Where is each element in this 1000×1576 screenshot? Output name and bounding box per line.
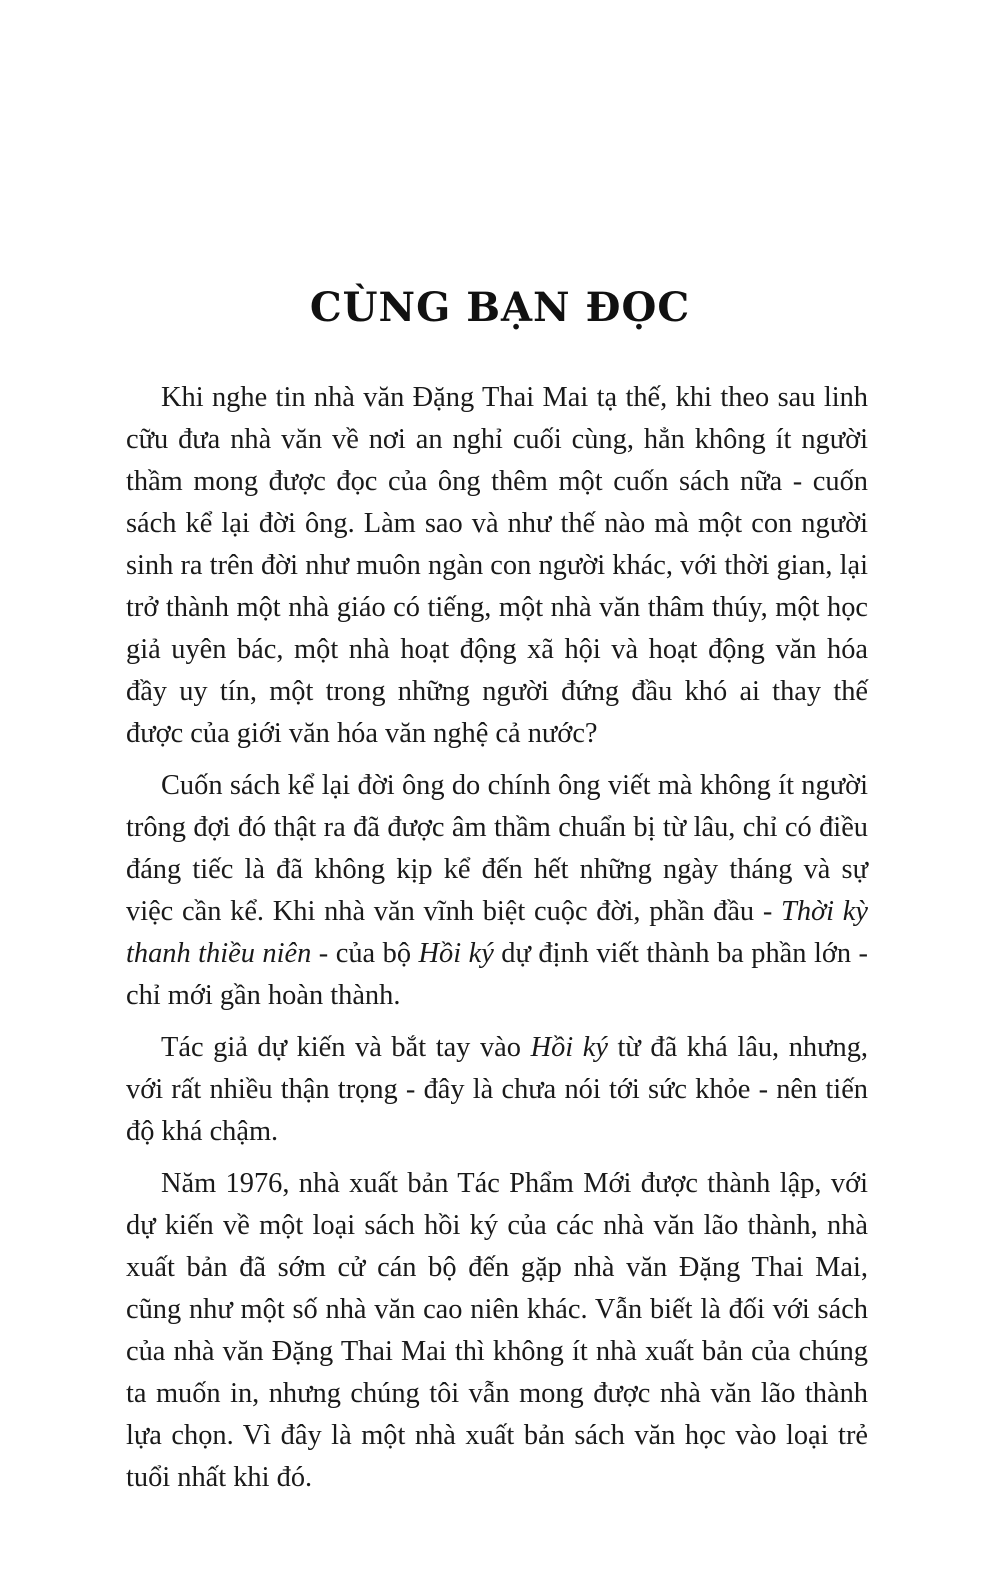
paragraph-2-part-1: Cuốn sách kể lại đời ông do chính ông viết mà không ít người trông đợi đó thật ra đã được âm thầm chuẩn bị từ lâu, chỉ có điều đáng tiếc là đã không kịp kể đến hết những ngày tháng và sự việc cần kể. Khi nhà văn vĩnh biệt cuộc đời, phần đầu - xyxy=(126,770,868,927)
book-title: Hồi ký xyxy=(530,1032,608,1063)
paragraph-2 xyxy=(126,765,868,1017)
paragraph-1: Khi nghe tin nhà văn Đặng Thai Mai tạ thế, khi theo sau linh cữu đưa nhà văn về nơi an nghỉ cuối cùng, hẳn không ít người thầm mong được đọc của ông thêm một cuốn sách nữa - cuốn sách kể lại đời ông. Làm sao và như thế nào mà một con người sinh ra trên đời như muôn ngàn con người khác, với thời gian, lại trở thành một nhà giáo có tiếng, một nhà văn thâm thúy, một học giả uyên bác, một nhà hoạt động xã hội và hoạt động văn hóa đầy uy tín, một trong những người đứng đầu khó ai thay thế được của giới văn hóa văn nghệ cả nước? xyxy=(126,382,868,749)
paragraph-3-part-1: Tác giả dự kiến và bắt tay vào xyxy=(161,1032,531,1063)
paragraph-2-part-2: - của bộ xyxy=(311,938,419,969)
paragraph-2-part-3: dự định viết thành ba phần lớn - chỉ mới gần hoàn thành. xyxy=(126,938,868,1011)
paragraph-3-part-2: từ đã khá lâu, nhưng, với rất nhiều thận trọng - đây là chưa nói tới sức khỏe - nên tiến độ khá chậm. xyxy=(126,1032,869,1147)
book-section-title: Thời kỳ thanh thiều niên xyxy=(126,896,868,969)
page-title: CÙNG BẠN ĐỌC xyxy=(309,284,691,331)
paragraph-4: Năm 1976, nhà xuất bản Tác Phẩm Mới được thành lập, với dự kiến về một loại sách hồi ký của các nhà văn lão thành, nhà xuất bản đã sớm cử cán bộ đến gặp nhà văn Đặng Thai Mai, cũng như một số nhà văn cao niên khác. Vẫn biết là đối với sách của nhà văn Đặng Thai Mai thì không ít nhà xuất bản của chúng ta muốn in, nhưng chúng tôi vẫn mong được nhà văn lão thành lựa chọn. Vì đây là một nhà xuất bản sách văn học vào loại trẻ tuổi nhất khi đó. xyxy=(126,1168,868,1493)
paragraph-3 xyxy=(126,1027,868,1153)
body-text xyxy=(126,377,868,1509)
book-title: Hồi ký xyxy=(418,938,494,969)
